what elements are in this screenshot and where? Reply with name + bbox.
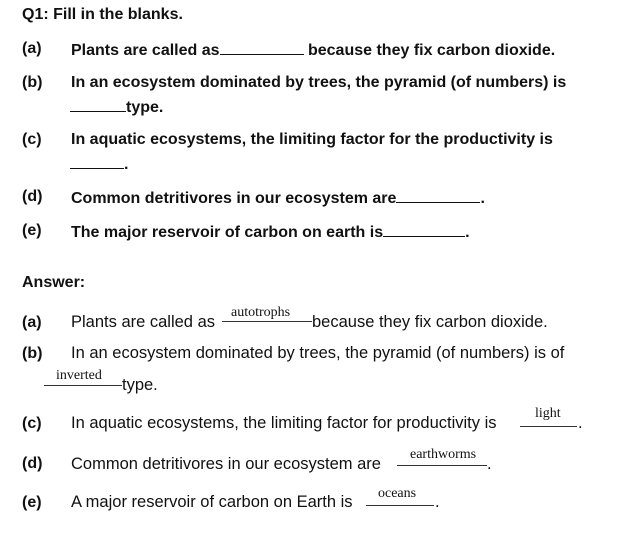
question-a-before: Plants are called as (71, 42, 220, 59)
question-e-after: . (465, 224, 470, 241)
question-c-after: . (124, 156, 129, 173)
answer-e-underline (366, 505, 434, 506)
question-d-before: Common detritivores in our ecosystem are (71, 190, 397, 207)
answer-d-after: . (487, 455, 492, 473)
question-b-label: (b) (22, 74, 43, 91)
question-a-label: (a) (22, 40, 42, 57)
question-e-blank[interactable] (383, 222, 465, 237)
question-e-before: The major reservoir of carbon on earth is (71, 224, 384, 241)
answer-d-before: Common detritivores in our ecosystem are (71, 455, 381, 473)
answer-d-fill: earthworms (410, 447, 477, 462)
answer-b-fill: inverted (56, 368, 102, 383)
answer-a-before: Plants are called as (71, 313, 215, 331)
answer-a-underline (222, 321, 312, 322)
answer-c-after: . (578, 414, 583, 432)
answer-d-label: (d) (22, 455, 43, 472)
question-e-label: (e) (22, 222, 42, 239)
answer-c-label: (c) (22, 415, 42, 432)
question-a-after: because they fix carbon dioxide. (307, 42, 556, 59)
answer-a-fill: autotrophs (231, 305, 291, 320)
answer-e-before: A major reservoir of carbon on Earth is (71, 493, 353, 511)
question-d-blank[interactable] (396, 188, 480, 203)
question-d-after: . (480, 190, 485, 207)
question-c-text: In aquatic ecosystems, the limiting factor for the productivity is (71, 131, 553, 148)
answer-c-fill: light (535, 406, 561, 421)
answer-c-underline (520, 426, 577, 427)
answer-a-label: (a) (22, 314, 42, 331)
question-title: Q1: Fill in the blanks. (22, 6, 183, 23)
question-d-label: (d) (22, 188, 43, 205)
question-b-line2 (70, 97, 163, 117)
question-b-blank[interactable] (70, 97, 126, 112)
question-d-line (71, 188, 485, 208)
question-a-blank[interactable] (220, 40, 304, 55)
question-c-line2 (70, 154, 128, 174)
answer-b-text: In an ecosystem dominated by trees, the pyramid (of numbers) is of (71, 344, 565, 362)
question-b-after: type. (126, 99, 164, 116)
answer-d-underline (397, 465, 487, 466)
answer-e-fill: oceans (378, 486, 417, 501)
answer-b-label: (b) (22, 345, 43, 362)
answer-a-after: because they fix carbon dioxide. (312, 313, 548, 331)
answer-heading: Answer: (22, 274, 86, 291)
answer-b-underline (44, 385, 122, 386)
question-a-line (71, 40, 555, 60)
answer-b-after: type. (122, 376, 158, 394)
question-b-text: In an ecosystem dominated by trees, the pyramid (of numbers) is (71, 74, 567, 91)
question-c-label: (c) (22, 131, 42, 148)
answer-e-after: . (435, 493, 440, 511)
answer-e-label: (e) (22, 494, 42, 511)
question-c-blank[interactable] (70, 154, 124, 169)
question-e-line (71, 222, 470, 242)
answer-c-before: In aquatic ecosystems, the limiting factor for productivity is (71, 414, 497, 432)
